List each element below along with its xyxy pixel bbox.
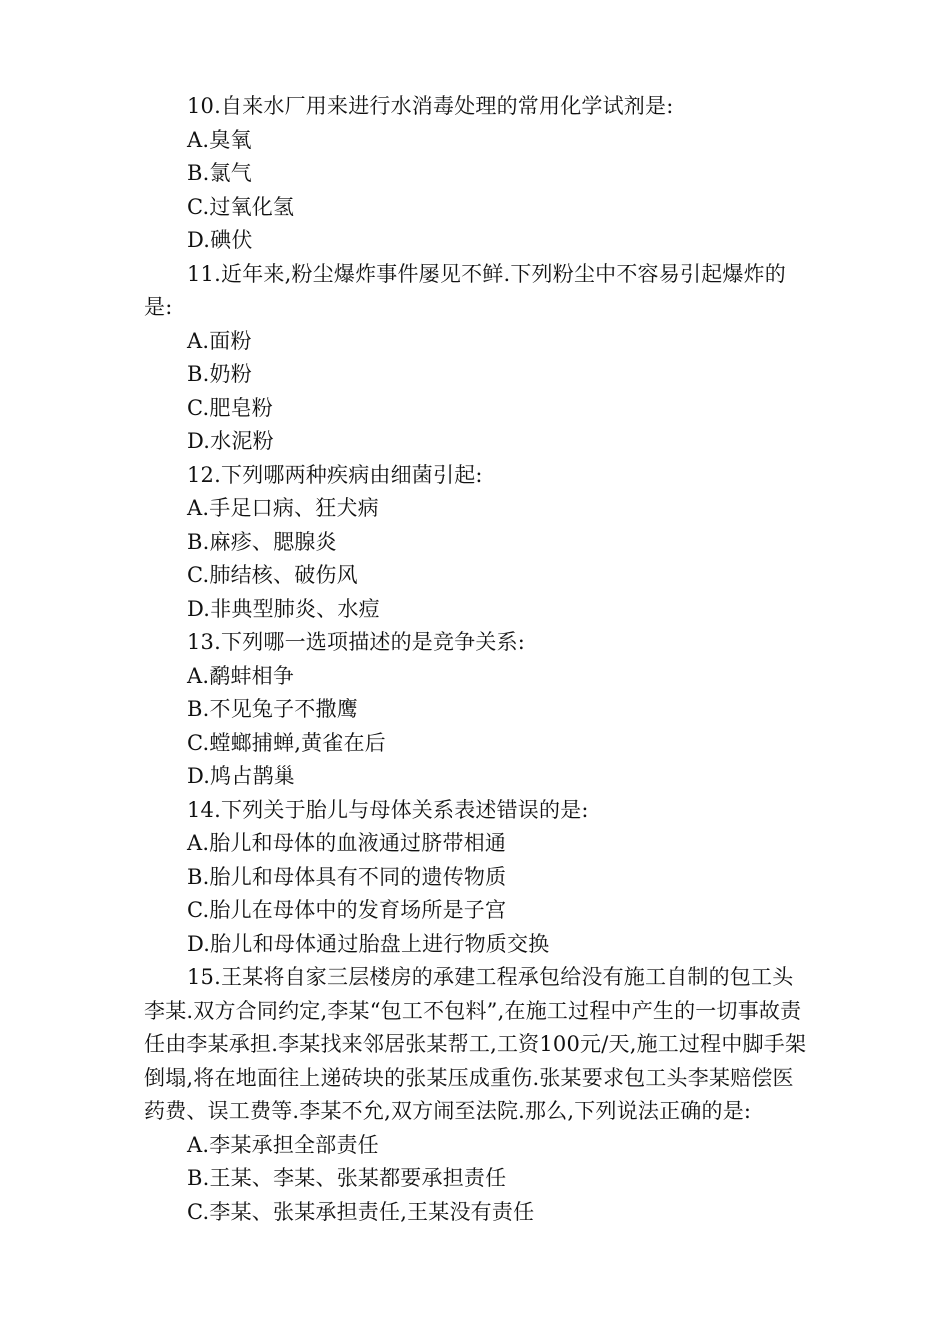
question-11	[144, 258, 808, 459]
option-d: D.非典型肺炎、水痘	[187, 596, 380, 621]
option-d: D.鸠占鹊巢	[187, 764, 295, 788]
option-a: A.手足口病、狂犬病	[187, 496, 379, 520]
option-b: B.胎儿和母体具有不同的遗传物质	[187, 864, 507, 889]
question-10	[144, 90, 808, 258]
option-d: D.碘伏	[187, 228, 253, 252]
option-b: B.不见兔子不撒鹰	[187, 697, 358, 721]
question-stem: 13.下列哪一选项描述的是竞争关系:	[187, 630, 526, 654]
question-13	[144, 626, 808, 794]
option-c: C.肥皂粉	[187, 395, 273, 420]
option-c: C.胎儿在母体中的发育场所是子宫	[187, 898, 507, 922]
option-c: C.过氧化氢	[187, 194, 295, 219]
question-stem: 11.近年来,粉尘爆炸事件屡见不鲜.下列粉尘中不容易引起爆炸的是:	[144, 261, 786, 319]
question-15	[144, 961, 808, 1229]
question-12	[144, 459, 808, 627]
option-c: C.李某、张某承担责任,王某没有责任	[187, 1199, 535, 1224]
option-b: B.王某、李某、张某都要承担责任	[187, 1166, 507, 1190]
option-a: A.李某承担全部责任	[187, 1132, 379, 1157]
option-d: D.胎儿和母体通过胎盘上进行物质交换	[187, 931, 550, 956]
option-b: B.氯气	[187, 161, 252, 185]
option-b: B.麻疹、腮腺炎	[187, 529, 337, 554]
option-c: C.肺结核、破伤风	[187, 563, 358, 587]
question-stem: 10.自来水厂用来进行水消毒处理的常用化学试剂是:	[187, 94, 674, 118]
option-c: C.螳螂捕蝉,黄雀在后	[187, 730, 386, 755]
question-14	[144, 794, 808, 962]
question-stem: 12.下列哪两种疾病由细菌引起:	[187, 462, 483, 487]
option-a: A.臭氧	[187, 127, 252, 152]
question-list	[144, 90, 808, 1229]
option-a: A.面粉	[187, 328, 252, 353]
option-b: B.奶粉	[187, 362, 252, 386]
question-stem: 14.下列关于胎儿与母体关系表述错误的是:	[187, 797, 589, 822]
option-a: A.鹬蚌相争	[187, 663, 295, 688]
option-d: D.水泥粉	[187, 429, 274, 453]
question-stem: 15.王某将自家三层楼房的承建工程承包给没有施工自制的包工头李某.双方合同约定,李某“包工不包料”,在施工过程中产生的一切事故责任由李某承担.李某找来邻居张某帮工,工资100元/天,施工过程中脚手架倒塌,将在地面往上递砖块的张某压成重伤.张某要求包工头李某赔偿医药费、误工费等.李某不允,双方闹至法院.那么,下列说法正确的是:	[144, 965, 807, 1123]
option-a: A.胎儿和母体的血液通过脐带相通	[187, 831, 507, 855]
